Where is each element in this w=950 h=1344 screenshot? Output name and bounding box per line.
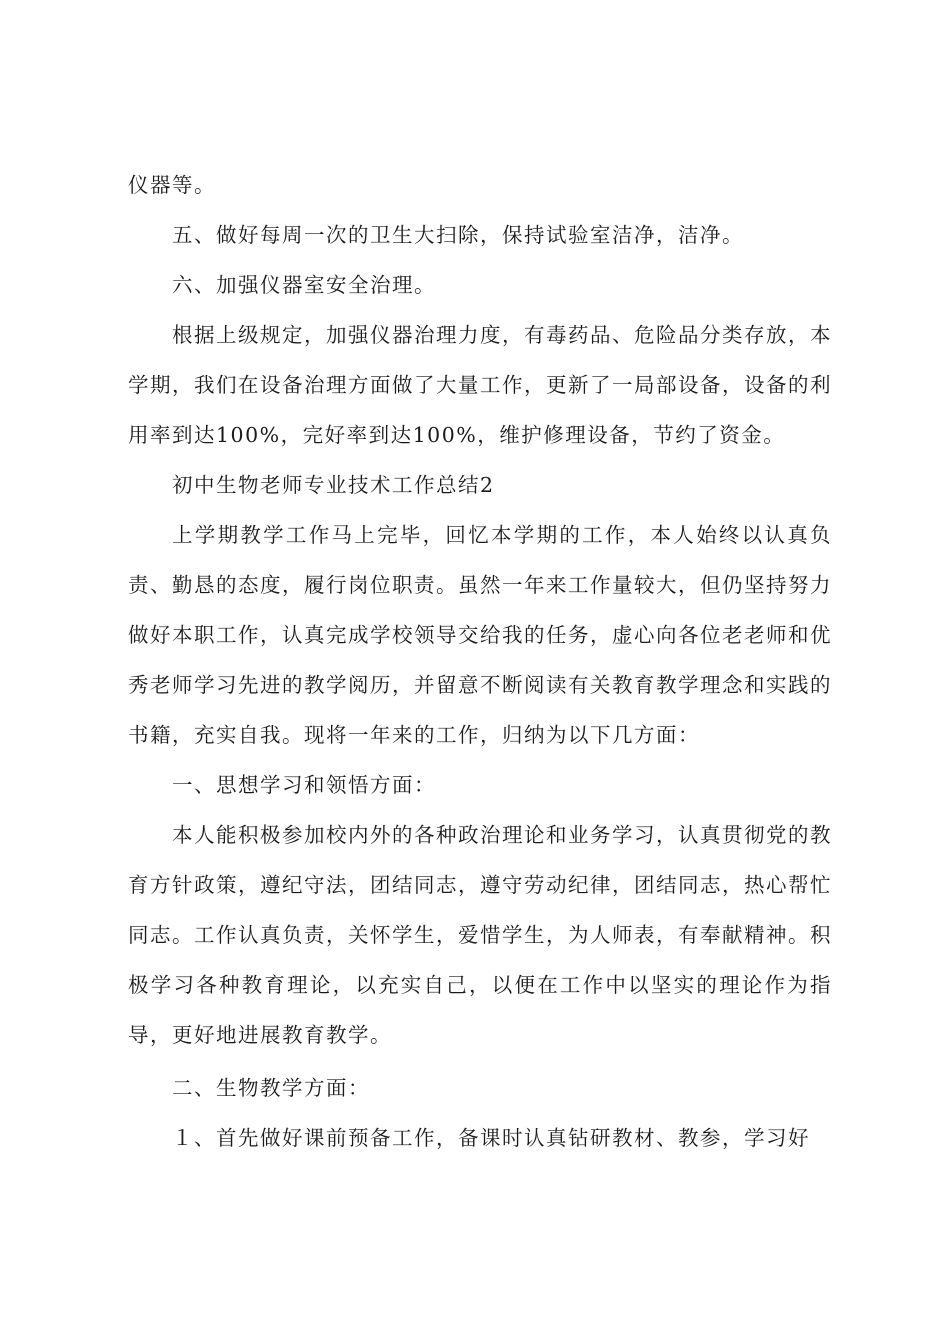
paragraph-thought-study: 本人能积极参加校内外的各种政治理论和业务学习，认真贯彻党的教育方针政策，遵纪守法，团结同志，遵守劳动纪律，团结同志，热心帮忙同志。工作认真负责，关怀学生，爱惜学生，为人师表，有奉献精神。积极学习各种教育理论，以充实自己，以便在工作中以坚实的理论作为指导，更好地进展教育教学。 [128,823,832,1047]
document-body [128,160,832,1163]
paragraph-lesson-prep: １、首先做好课前预备工作，备课时认真钻研教材、教参，学习好 [172,1126,810,1150]
paragraph-item-five: 五、做好每周一次的卫生大扫除，保持试验室洁净，洁净。 [172,223,744,247]
paragraph-intro: 上学期教学工作马上完毕，回忆本学期的工作，本人始终以认真负责、勤恳的态度，履行岗位职责。虽然一年来工作量较大，但仍坚持努力做好本职工作，认真完成学校领导交给我的任务，虚心向各位老老师和优秀老师学习先进的教学阅历，并留意不断阅读有关教育教学理念和实践的书籍，充实自我。现将一年来的工作，归纳为以下几方面： [128,523,832,747]
heading-thought-study: 一、思想学习和领悟方面： [172,773,436,797]
paragraph-continuation: 仪器等。 [128,173,216,197]
heading-biology-teaching: 二、生物教学方面： [172,1076,370,1100]
paragraph-item-six: 六、加强仪器室安全治理。 [172,273,436,297]
paragraph-equipment-management: 根据上级规定，加强仪器治理力度，有毒药品、危险品分类存放，本学期，我们在设备治理方面做了大量工作，更新了一局部设备，设备的利用率到达100%，完好率到达100%，维护修理设备，节约了资金。 [128,323,832,447]
section-heading-summary-2: 初中生物老师专业技术工作总结2 [172,473,495,497]
